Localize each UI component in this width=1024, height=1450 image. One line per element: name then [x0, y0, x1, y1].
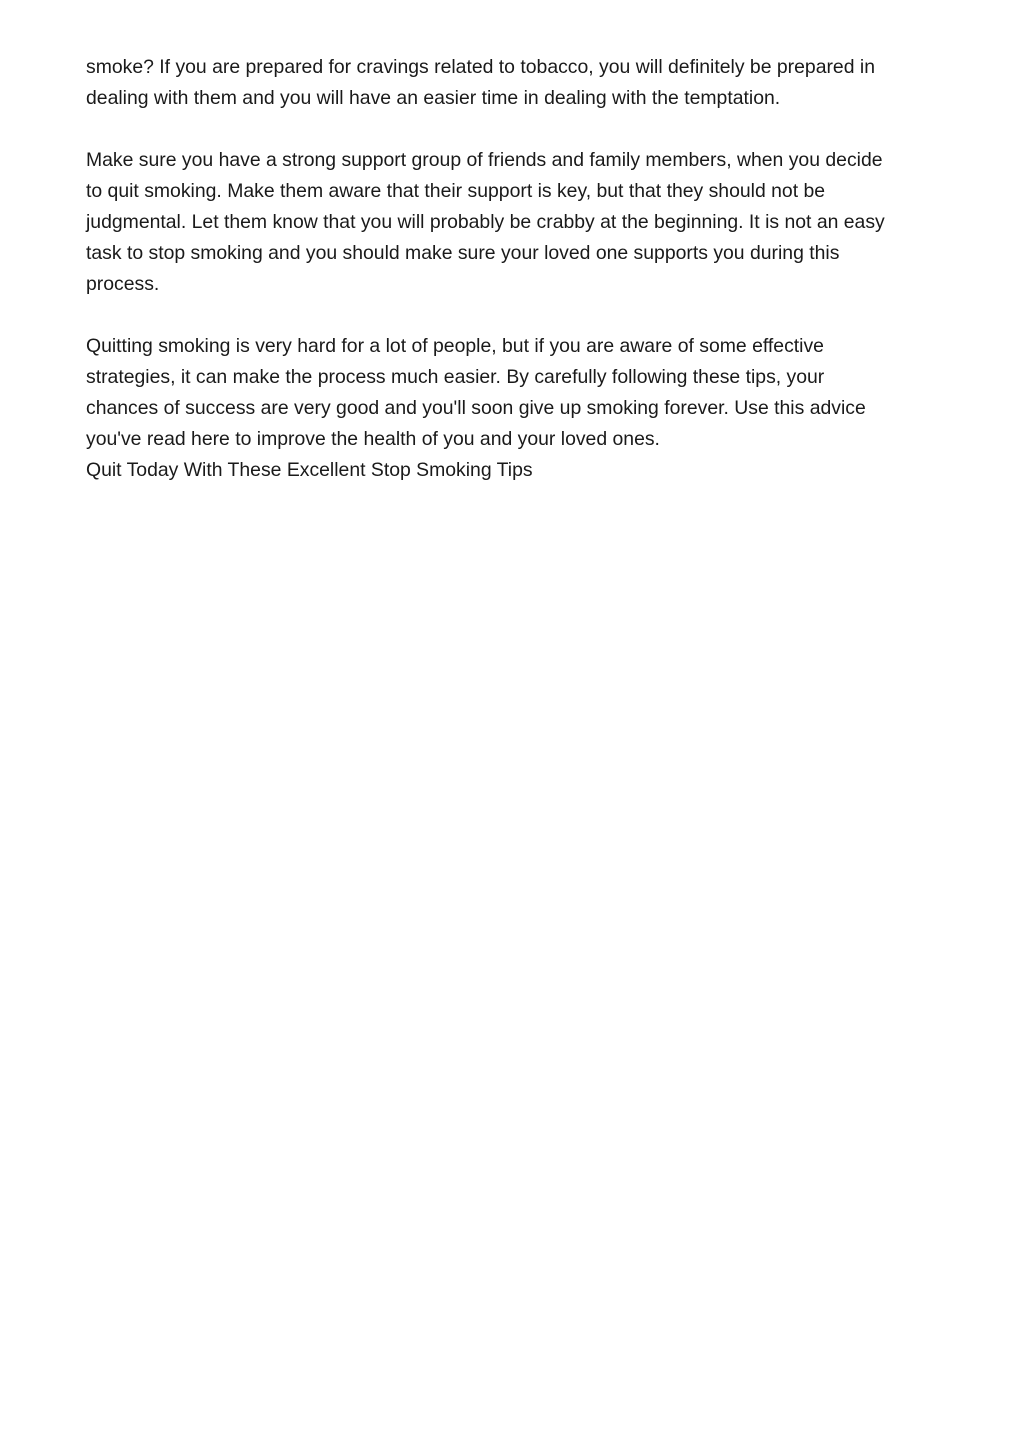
paragraph [86, 145, 956, 300]
text-line: smoke? If you are prepared for cravings related to tobacco, you will definitely be prepared in [86, 56, 875, 78]
text-line: Quitting smoking is very hard for a lot of people, but if you are aware of some effective [86, 335, 824, 357]
text-line: task to stop smoking and you should make sure your loved one supports you during this [86, 242, 840, 264]
text-line: judgmental. Let them know that you will probably be crabby at the beginning. It is not an easy [86, 211, 885, 233]
closing-title-text: Quit Today With These Excellent Stop Smoking Tips [86, 459, 533, 481]
paragraph [86, 52, 956, 114]
text-line: chances of success are very good and you'll soon give up smoking forever. Use this advice [86, 397, 866, 419]
text-line: process. [86, 273, 160, 295]
document-body [86, 52, 956, 486]
paragraph-spacer [86, 300, 956, 331]
text-line: Make sure you have a strong support group of friends and family members, when you decide [86, 149, 883, 171]
text-line: dealing with them and you will have an easier time in dealing with the temptation. [86, 87, 781, 109]
paragraph [86, 331, 956, 455]
text-line: you've read here to improve the health of you and your loved ones. [86, 428, 660, 450]
text-line: strategies, it can make the process much easier. By carefully following these tips, your [86, 366, 825, 388]
closing-title [86, 455, 956, 486]
text-line: to quit smoking. Make them aware that their support is key, but that they should not be [86, 180, 826, 202]
paragraph-spacer [86, 114, 956, 145]
